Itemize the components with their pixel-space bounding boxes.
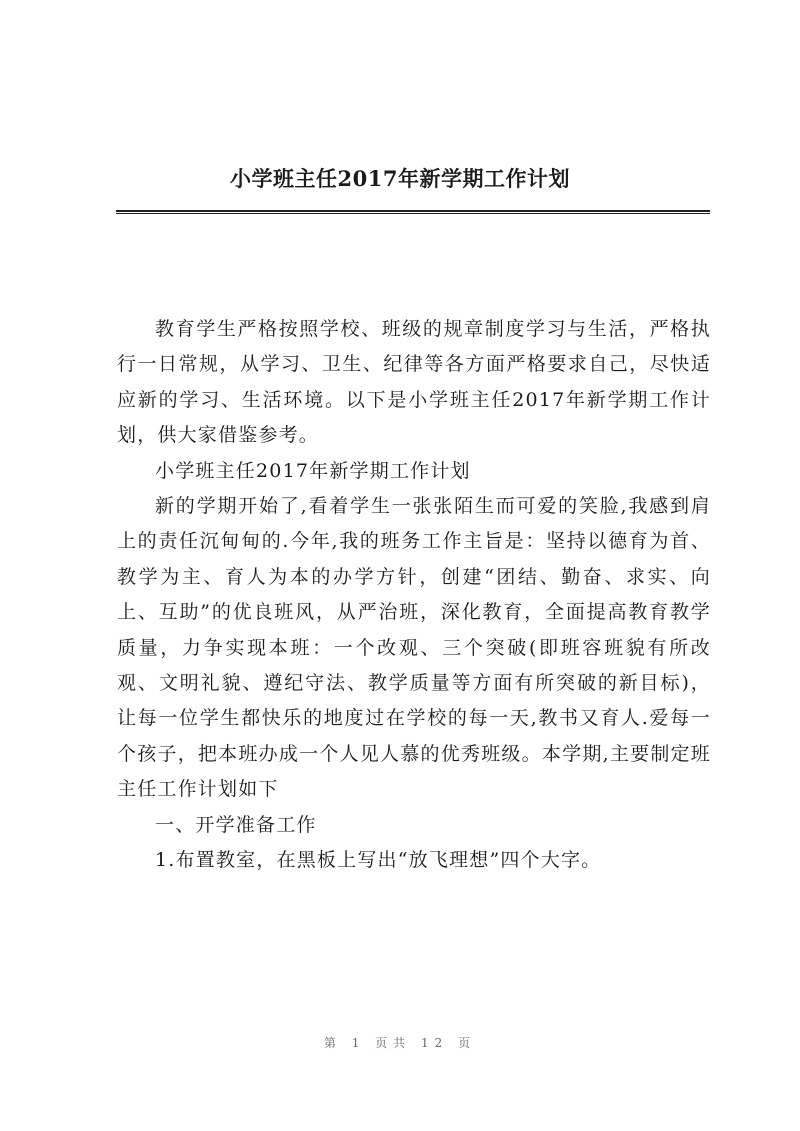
body-paragraph: 新的学期开始了,看着学生一张张陌生而可爱的笑脸,我感到肩上的责任沉甸甸的.今年,我的班务工作主旨是：坚持以德育为首、教学为主、育人为本的办学方针，创建“团结、勤奋、求实、向上、互助”的优良班风，从严治班，深化教育，全面提高教育教学质量，力争实现本班：一个改观、三个突破(即班容班貌有所改观、文明礼貌、遵纪守法、教学质量等方面有所突破的新目标)，让每一位学生都快乐的地度过在学校的每一天,教书又育人.爱每一个孩子，把本班办成一个人见人慕的优秀班级。本学期,主要制定班主任工作计划如下: [117, 495, 711, 801]
document-body: [117, 312, 711, 879]
section-heading: 小学班主任2017年新学期工作计划: [155, 459, 471, 482]
subsection-heading: 一、开学准备工作: [155, 813, 317, 836]
list-item: 1.布置教室，在黑板上写出“放飞理想”四个大字。: [155, 849, 602, 872]
intro-paragraph: 教育学生严格按照学校、班级的规章制度学习与生活，严格执行一日常规，从学习、卫生、纪律等各方面严格要求自己，尽快适应新的学习、生活环境。以下是小学班主任2017年新学期工作计划，供大家借鉴参考。: [117, 318, 711, 447]
page-number: 第 1 页共 12 页: [323, 1036, 477, 1050]
document-title: 小学班主任2017年新学期工作计划: [230, 166, 570, 191]
title-divider: [116, 210, 710, 214]
